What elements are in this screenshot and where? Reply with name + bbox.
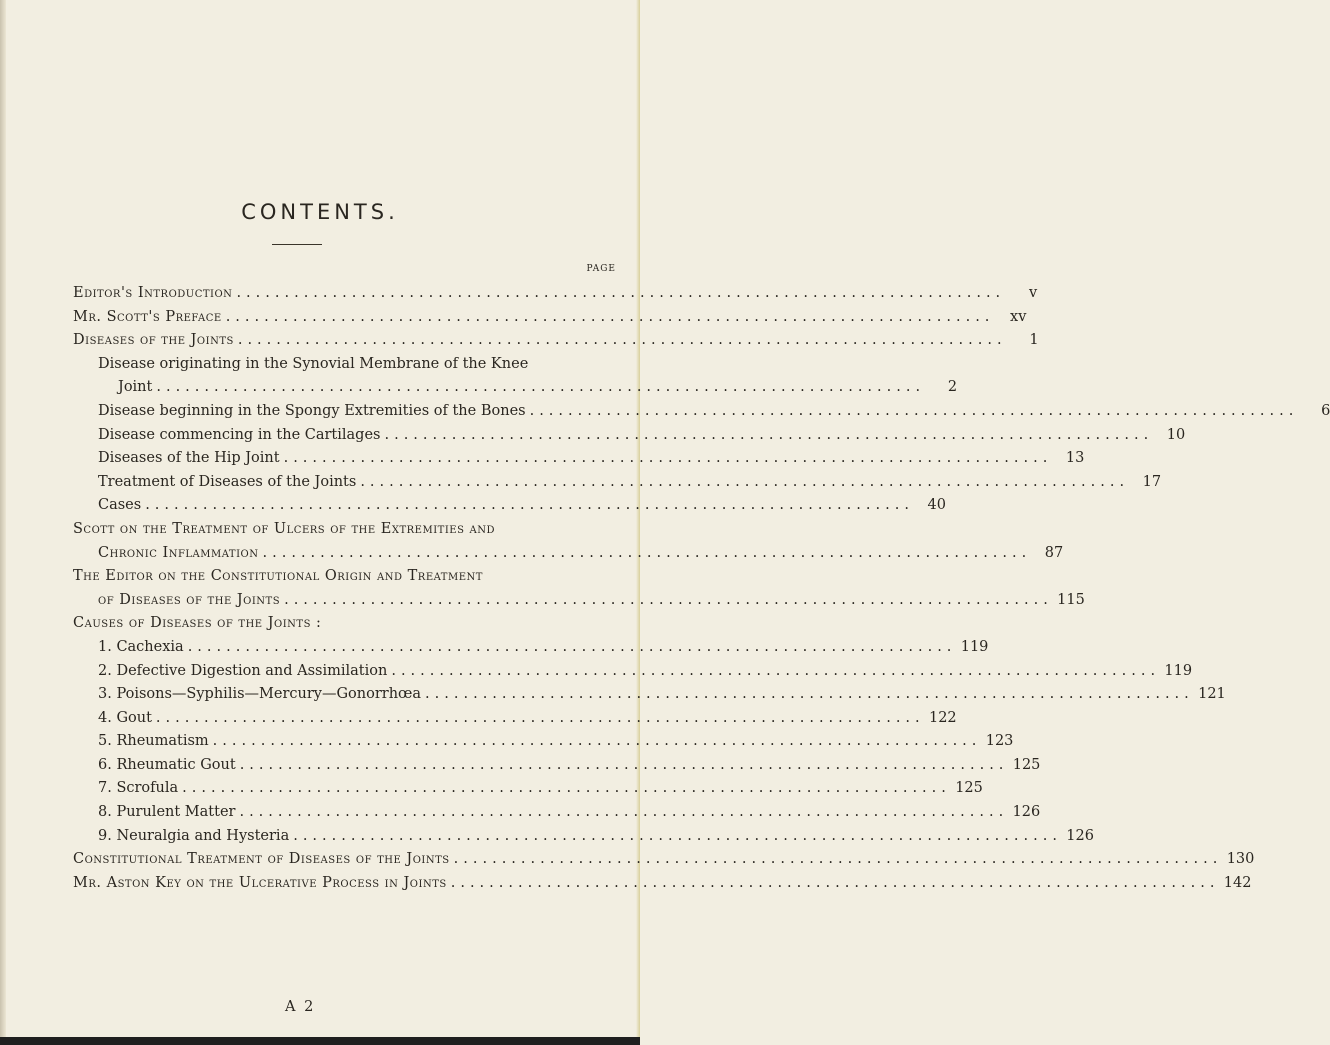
dot-leader: ................................................................................ [187, 638, 957, 655]
toc-entry-label: Mr. Aston Key on the Ulcerative Process in Joints [73, 874, 447, 891]
toc-entry-label: 1. Cachexia [98, 638, 184, 655]
toc-entry-label: Disease originating in the Synovial Membrane of the Knee [98, 355, 529, 372]
toc-entry [73, 494, 946, 518]
toc-entry-label: of Diseases of the Joints [98, 591, 281, 608]
toc-entry [73, 518, 617, 542]
toc-entry-page: 6 [1321, 402, 1330, 419]
toc-entry-page: xv [1010, 308, 1027, 325]
toc-entry [73, 636, 989, 660]
toc-entry-label: 4. Gout [98, 709, 152, 726]
dot-leader: ................................................................................ [284, 591, 1053, 608]
toc-entry-page: 121 [1198, 686, 1226, 703]
toc-entry [73, 376, 958, 400]
toc-entry-page: 125 [955, 780, 983, 797]
dot-leader: ................................................................................ [155, 709, 925, 726]
dot-leader: ................................................................................ [239, 804, 1009, 821]
dot-leader: ................................................................................ [293, 827, 1062, 844]
toc-entry-page: 40 [927, 497, 946, 514]
toc-entry-label: Scott on the Treatment of Ulcers of the Extremities and [73, 520, 496, 537]
toc-entry-page: 115 [1057, 591, 1085, 608]
dot-leader: ................................................................................ [391, 662, 1161, 679]
toc-entry [73, 400, 1330, 424]
toc-entry-label: Treatment of Diseases of the Joints [98, 473, 357, 490]
toc-entry [73, 282, 1038, 306]
toc-entry [73, 329, 1039, 353]
toc-entry-label: Mr. Scott's Preface [73, 308, 222, 325]
toc-entry-page: v [1028, 285, 1038, 301]
page-title: CONTENTS. [241, 200, 399, 225]
toc-entry-page: 125 [1012, 756, 1041, 773]
dot-leader: ................................................................................ [360, 473, 1130, 490]
toc-entry [73, 353, 617, 377]
dot-leader: ................................................................................ [225, 308, 995, 325]
toc-entry-label: Constitutional Treatment of Diseases of the Joints [73, 851, 450, 868]
toc-entry [73, 447, 1085, 471]
dot-leader: ................................................................................ [236, 285, 1006, 301]
dot-leader: ................................................................................ [182, 780, 951, 797]
toc-entry [73, 825, 1094, 849]
toc-entry-label: Causes of Diseases of the Joints : [73, 615, 322, 632]
dot-leader: ................................................................................ [237, 332, 1007, 349]
toc-entry-page: 126 [1012, 804, 1041, 821]
toc-entry-label: 2. Defective Digestion and Assimilation [98, 662, 388, 679]
toc-entry-label: Diseases of the Hip Joint [98, 450, 280, 467]
dot-leader: ................................................................................ [384, 426, 1154, 443]
toc-entry [73, 754, 1041, 778]
toc-entry-label: 9. Neuralgia and Hysteria [98, 827, 290, 844]
toc-entry-page: 10 [1166, 426, 1186, 443]
toc-entry-page: 122 [928, 709, 957, 726]
toc-entry-page: 17 [1142, 473, 1162, 490]
toc-entry-label: The Editor on the Constitutional Origin and Treatment [73, 568, 483, 585]
toc-entry-label: 6. Rheumatic Gout [98, 756, 236, 773]
toc-entry-label: 8. Purulent Matter [98, 804, 236, 821]
toc-entry-label: Cases [98, 497, 142, 514]
signature-mark: A 2 [285, 999, 316, 1015]
toc-entry-label: 7. Scrofula [98, 780, 179, 797]
toc-entry [73, 707, 957, 731]
toc-entry-page: 119 [1164, 662, 1193, 679]
toc-entry-page: 126 [1066, 827, 1094, 844]
toc-entry-label: Chronic Inflammation [98, 544, 259, 561]
toc-entry-page: 119 [960, 638, 989, 655]
toc-entry-label: Editor's Introduction [73, 285, 233, 301]
toc-entry [73, 471, 1162, 495]
dot-leader: ................................................................................ [450, 874, 1220, 891]
title-rule [272, 244, 322, 245]
toc-entry-page: 1 [1029, 332, 1039, 349]
toc-entry [73, 565, 617, 589]
dot-leader: ................................................................................ [212, 733, 982, 750]
dot-leader: ................................................................................ [453, 851, 1223, 868]
page-bottom-edge [0, 1037, 640, 1045]
toc-entry [73, 612, 617, 636]
dot-leader: ................................................................................ [425, 686, 1194, 703]
toc-entry-label: Diseases of the Joints [73, 332, 234, 349]
toc-entry [73, 777, 983, 801]
toc-entry-page: 130 [1226, 851, 1255, 868]
dot-leader: ................................................................................ [145, 497, 914, 514]
toc-entry-page: 13 [1065, 450, 1085, 467]
toc-entry [73, 872, 1252, 896]
dot-leader: ................................................................................ [529, 402, 1299, 419]
page-edge-left [0, 0, 6, 1045]
toc-entry [73, 306, 1027, 330]
dot-leader: ................................................................................ [239, 756, 1009, 773]
toc-entry [73, 589, 1085, 613]
toc-entry [73, 424, 1186, 448]
toc-entry [73, 801, 1041, 825]
dot-leader: ................................................................................ [156, 379, 926, 396]
toc-entry-label: Joint [118, 379, 153, 396]
toc-entry-label: Disease commencing in the Cartilages [98, 426, 381, 443]
toc-entry-label: Disease beginning in the Spongy Extremities of the Bones [98, 402, 526, 419]
toc-entry [73, 730, 1014, 754]
toc-entry-page: 87 [1044, 544, 1064, 561]
toc-entry-label: 5. Rheumatism [98, 733, 209, 750]
table-of-contents [73, 282, 1330, 895]
toc-entry [73, 848, 1255, 872]
toc-entry-page: 142 [1223, 874, 1252, 891]
dot-leader: ................................................................................ [262, 544, 1032, 561]
page-column-header: PAGE [586, 264, 616, 274]
toc-entry [73, 683, 1226, 707]
toc-entry-page: 123 [985, 733, 1014, 750]
toc-entry [73, 542, 1064, 566]
toc-entry-label: 3. Poisons—Syphilis—Mercury—Gonorrhœa [98, 686, 422, 703]
toc-entry-page: 2 [947, 379, 958, 396]
toc-entry [73, 660, 1193, 684]
dot-leader: ................................................................................ [283, 450, 1053, 467]
